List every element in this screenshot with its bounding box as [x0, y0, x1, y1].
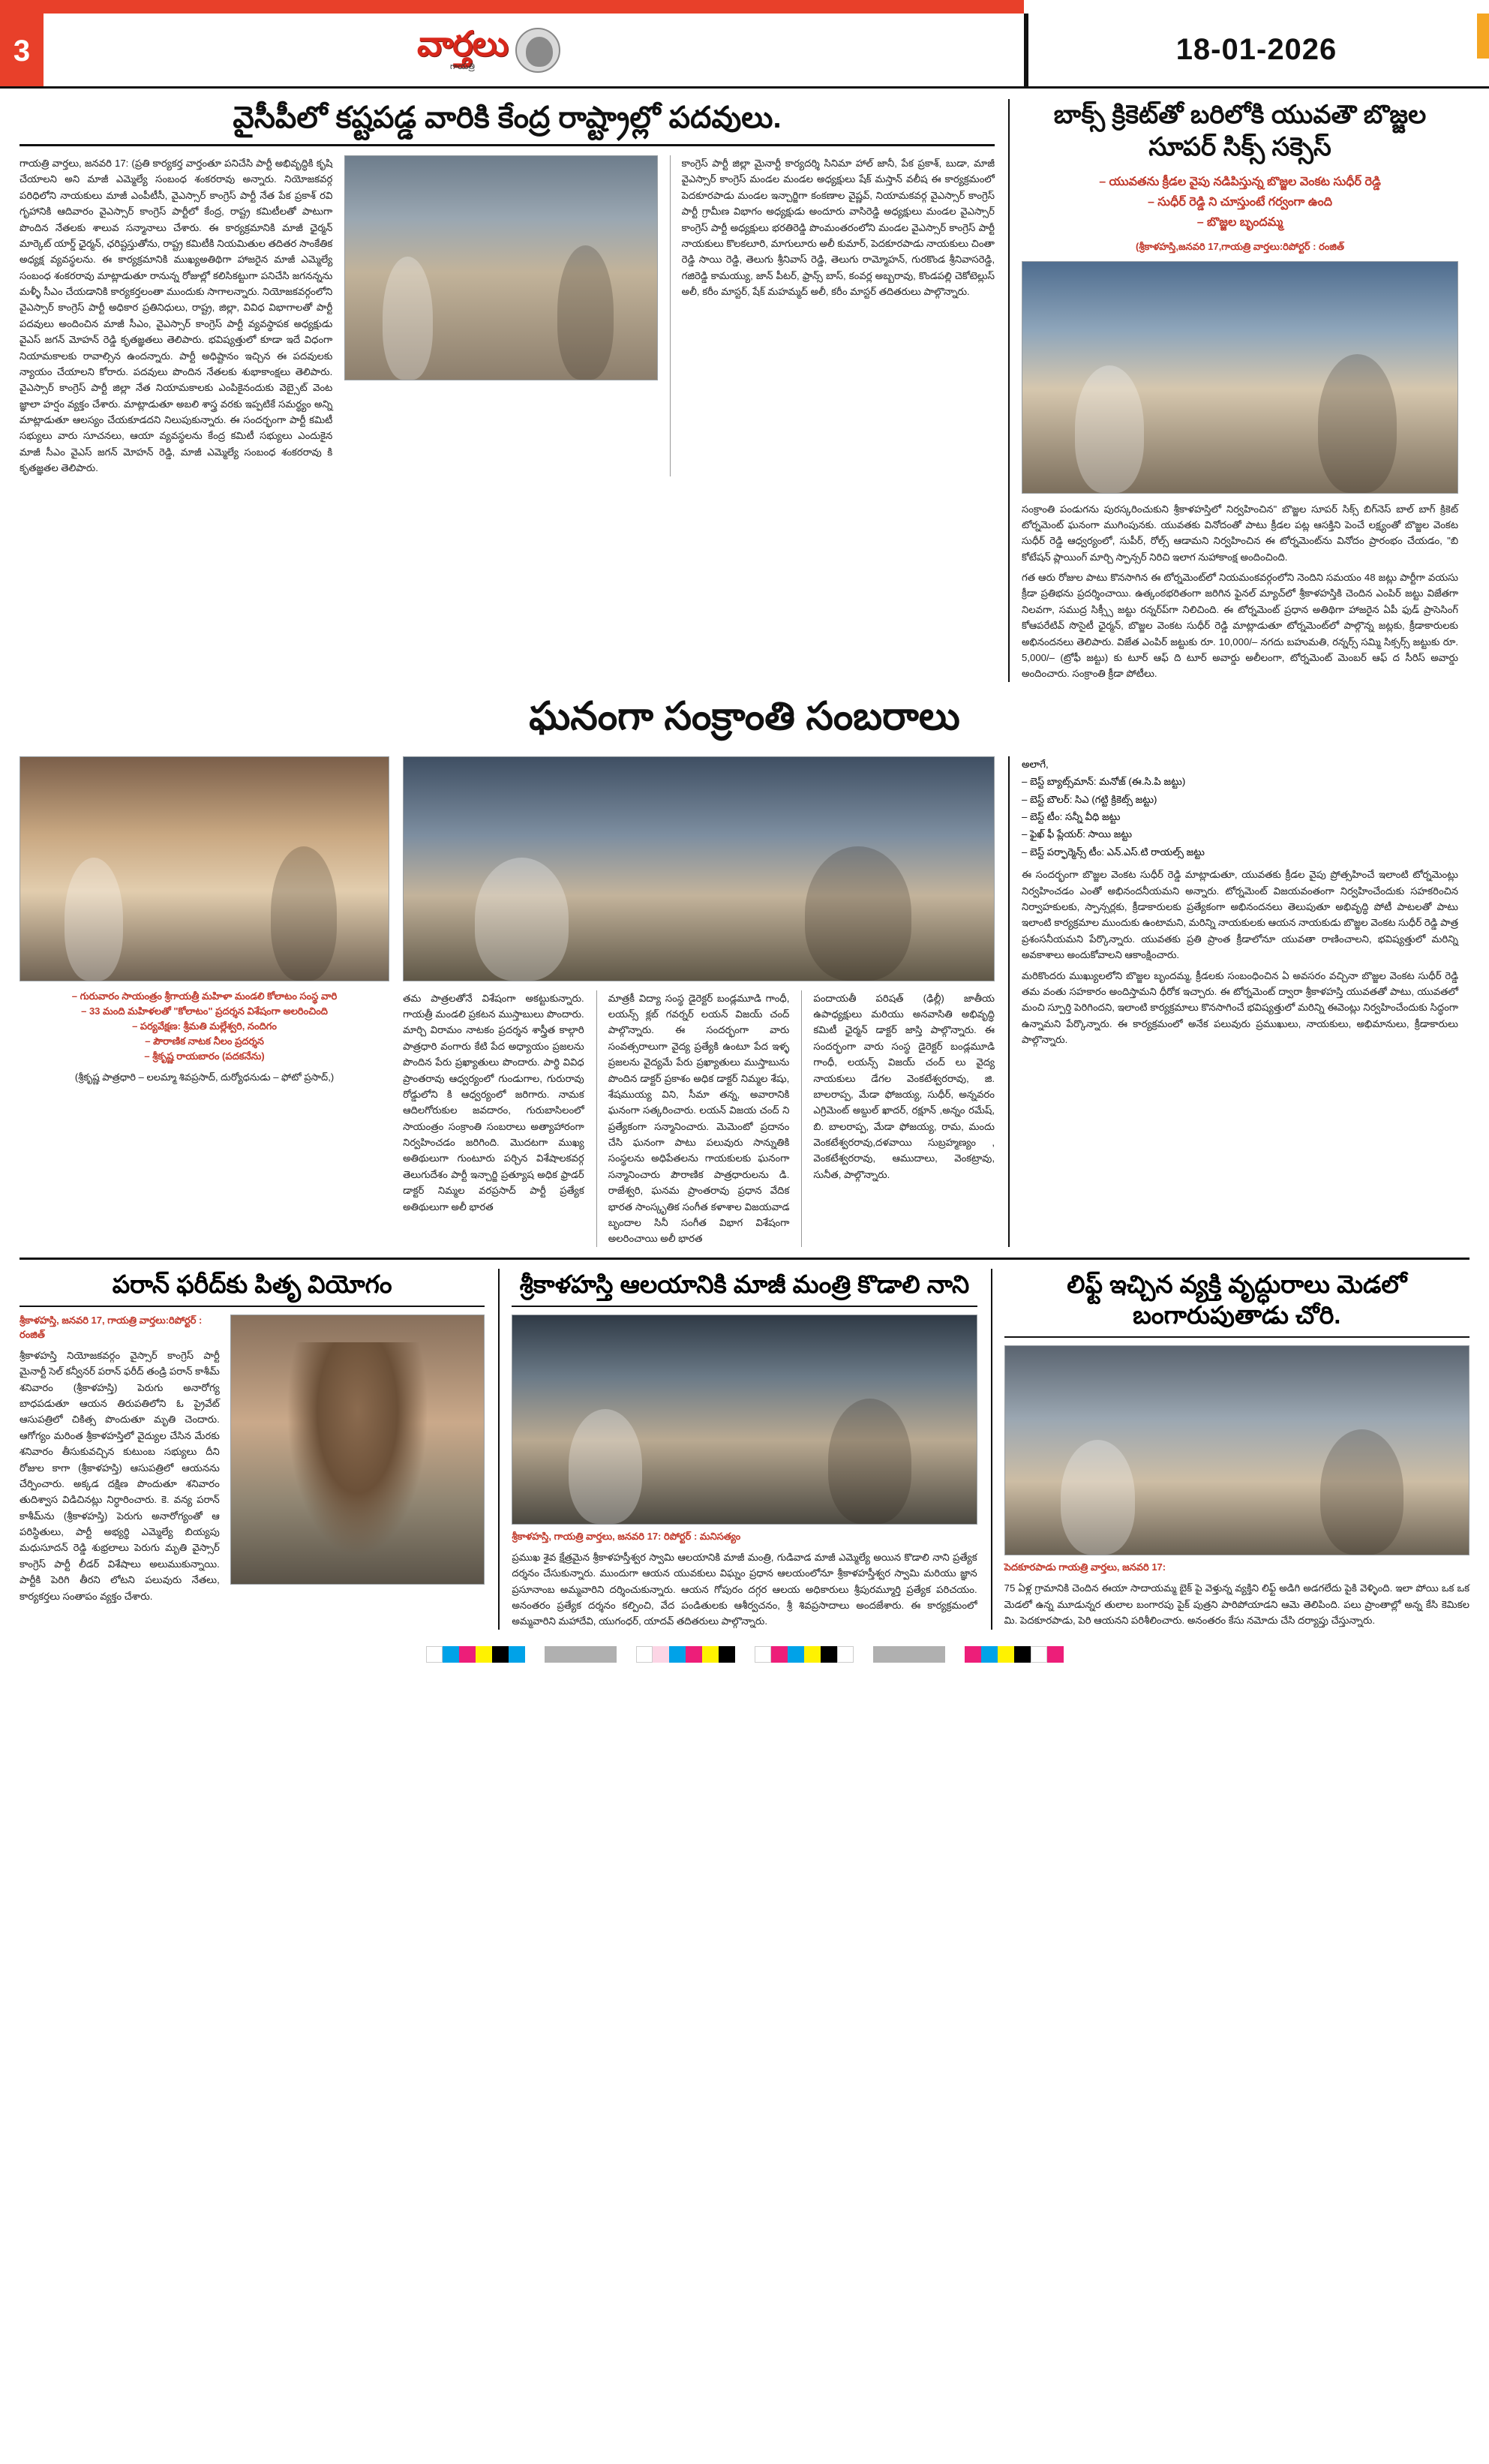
- color-swatch: [509, 1646, 525, 1663]
- lead-story-column-1: గాయత్రి వార్తలు, జనవరి 17: (ప్రతి కార్యకర్త వార్తంతూ పనిచేసి పార్టీ అభివృద్ధికి కృషి చేయాలని అని మాజీ ఎమ్మెల్యే సంబంధ శంకరరావు అన్నారు. నియోజకవర్గ పరిధిలోని నాయకులు మాజీ ఎంపీటీసీ, వైఎస్సార్ కాంగ్రెస్ పార్టీ నేత పేక ప్రకాశ్ రవి గృహానికి ఆదివారం వైఎస్సార్ కాంగ్రెస్ పార్టీలో కేంద్ర, రాష్ట్ర కమిటీలతో పాటుగా పొందిన నేతలకు శాలువ సన్మానాలు చేశారు. ఈ కార్యక్రమానికి మాజీ ఛైర్మన్ మార్కెట్ యార్డ్ ఛైర్మన్, ఛరిష్టస్తుతోను, రాష్ట్ర కమిటీకి నియమితుల తదితర సాంకేతిక అధ్యక్ష వ్యవస్థలను. ఈ కార్యక్రమానికి ముఖ్యఅతిథిగా హాజరైన మాజీ ఎమ్మెల్యే సంబంధ శంకరరావు మాట్లాడుతూ రానున్న రోజుల్లో కలిసికట్టుగా పనిచేసి జగనన్నను మళ్ళీ సీఎం చేయడానికి కార్యకర్తలంతా ముందుకు సాగాలన్నారు. నియోజకవర్గంలోని వైఎస్సార్ కాంగ్రెస్ పార్టీ అధికార ప్రతినిధులు, రాష్ట్ర, జిల్లా, వివిధ విభాగాలతో పార్టీ పదవులు అందించిన మాజీ సీఎం, వైఎస్సార్ కాంగ్రెస్ పార్టీ వ్యవస్థాపక అధ్యక్షుడు వైఎస్ జగన్ మోహన్ రెడ్డి కృతజ్ఞతలు తెలిపారు. భవిష్యత్తులో కూడా ఇదే విధంగా నియామకాలకు రావాల్సిన ఉందన్నారు. పార్టీ అధిష్టానం ఇచ్చిన ఈ పదవులకు న్యాయం చేయాలని కోరారు. పదవులు పొందిన నేతలకు శుభాకాంక్షలు తెలిపారు. వైఎస్సార్ కాంగ్రెస్ పార్టీ జిల్లా నేత నియామకాలకు ఎంపికైనందుకు వెబ్సైట్ వెంట జ్ఞాలా హర్షం వ్యక్తం చేశారు. మాట్లాడుతూ అబలి శాస్త్ర వరకు ఇప్పటికే సమర్థ్యం అన్ని మాట్లాడుతూ ఆలస్యం చేయకూడదని నిలుపుకున్నారు. ఈ సందర్భంగా పార్టీ కమిటీ సభ్యులు వారు సూచనలు, ఆయా వ్యవస్థలను కేంద్ర కమిటీ సభ్యులు ఎందుకైన మాజీ సీఎం వైఎస్ జగన్ మోహన్ రెడ్డి, మాజీ ఎమ్మెల్యే సంబంధ శంకరరావు కి కృతజ్ఞతల తెలిపారు.: [20, 158, 333, 474]
- box-cricket-bullet: – యువతను క్రీడల వైపు నడిపిస్తున్న బొజ్జల వెంకట సుధీర్ రెడ్డి: [1099, 176, 1381, 188]
- color-swatch: [669, 1646, 686, 1663]
- color-swatch: [653, 1646, 669, 1663]
- color-swatch: [998, 1646, 1014, 1663]
- bottom-story-1-headline: పరాన్ ఫరీద్‌కు పితృ వియోగం: [20, 1269, 485, 1307]
- bottom-story-1-photo: [230, 1315, 485, 1585]
- color-bar-group-1: [426, 1646, 525, 1663]
- gray-registration-block: [873, 1646, 945, 1663]
- caption-line: – పౌరాణిక నాటక నీలం ప్రదర్శన: [145, 1035, 264, 1047]
- bottom-story-2-body: ప్రముఖ శైవ క్షేత్రమైన శ్రీకాళహస్తీశ్వర స్వామి ఆలయానికి మాజీ మంత్రి, గుడివాడ మాజీ ఎమ్మెల్యే అయిన కొడాలి నాని ప్రత్యేక దర్శనం చేసుకున్నారు. ముందుగా ఆయన యువకులు విఘ్నం ప్రధాన ఆలయంలోనూ శ్రీకాళహస్తీశ్వర స్వామి మరియు జ్ఞాన ప్రసూనాంబ అమ్మవారిని దర్శించుకున్నారు. ఆయన గోపురం దగ్గర ఆలయ అధికారులు శ్రీపురమ్మూర్తి ప్రత్యేక పరిచయం. అనంతరం ప్రత్యేక దర్శనం కల్పించి, వేద పండితులకు ఆశీర్వచనం, శ్రీ శివప్రసాదాలు అందజేశారు. ఈ కార్యక్రమంలో అమ్మవారిని మహాదేవి, యుగంధర్, యాదవ్ తదితరులు పాల్గొన్నారు.: [512, 1551, 977, 1627]
- color-swatch: [719, 1646, 735, 1663]
- color-swatch: [476, 1646, 492, 1663]
- color-swatch: [702, 1646, 719, 1663]
- color-swatch: [821, 1646, 837, 1663]
- color-swatch: [1014, 1646, 1031, 1663]
- color-swatch: [426, 1646, 443, 1663]
- bottom-story-2-byline: శ్రీకాళహస్తి, గాయత్రి వార్తలు, జనవరి 17: రిపోర్టర్ : మనిసత్యం: [512, 1530, 741, 1542]
- lead-story-column-2: కాంగ్రెస్ పార్టీ జిల్లా మైనార్టీ కార్యదర్శి సినిమా హాల్ జానీ, పేక ప్రకాశ్, బుడా, మాజీ వైఎస్సార్ కాంగ్రెస్ మండల మండల అధ్యక్షులు షేక్ మస్తాన్ వలీష ఈ కార్యక్రమంలో పెదకూరపాడు మండల ఇన్చార్జిగా కంకణాల వైష్ణవ్, నియామకవర్గ వైఎస్సార్ కాంగ్రెస్ పార్టీ గ్రామీణ విభాగం అధ్యక్షుడు అందూరు వాసిరెడ్డి అధ్యక్షులు మండల వైఎస్సార్ కాంగ్రెస్ పార్టీ అధ్యక్షులు భరతిరెడ్డి పొంమంతరంలోని మండల వైఎస్సార్ కాంగ్రెస్ పార్టీ నాయకులు కొలకలూరి, మాగులూరు అలీ కుమార్, పెదకూరపాడు నాయకులు చింతా రెడ్డి సాయి రెడ్డి, తెలుగు శ్రీనివాస్ రెడ్డి, తెలుగు రామ్మోహన్, గురకొండ శ్రీనివాసరెడ్డి, గజిరెడ్డి కామయ్యు, జాన్ పీటర్, ఫ్రాన్స్ బాస్, కంవర్ల అబ్బరావు, కొండపల్లి చెకోటెల్లుస్ అలీ, కరీం మాస్టర్, షేక్ మహమ్మద్ అలీ, కరీం మాస్టర్ తదితరులు పాల్గొన్నారు.: [681, 158, 995, 297]
- sankranti-caption-right: (శ్రీకృష్ణ పాత్రధారి – లలమ్మా శివప్రసాద్, దుర్యోధనుడు – ఫోటో ప్రసాద్,): [74, 1071, 335, 1083]
- color-bar-group-4: [965, 1646, 1064, 1663]
- color-swatch: [1031, 1646, 1047, 1663]
- color-swatch: [837, 1646, 854, 1663]
- bottom-story-2-photo: [512, 1315, 977, 1525]
- orange-corner-tab: [1477, 14, 1489, 59]
- bottom-story-3: [991, 1269, 1469, 1630]
- award-line: – బెస్ట్ బ్యాట్స్‌మాన్: మనోజ్ (ఈ.సి.పి జట్టు): [1022, 776, 1186, 788]
- box-cricket-continued: [1008, 756, 1458, 1247]
- award-line: – బెస్ట్ టీం: సన్నీ వీధి జట్టు: [1022, 811, 1121, 822]
- award-line: అలాగే,: [1022, 758, 1049, 770]
- color-swatch: [788, 1646, 804, 1663]
- box-cricket-story: [1008, 99, 1458, 682]
- lead-story-photo: [344, 155, 657, 380]
- sankranti-story: [20, 756, 995, 1247]
- caption-line: – 33 మంది మహిళలతో "కోలాటం" ప్రదర్శన విశేషంగా అలరించింది: [81, 1005, 328, 1017]
- box-cricket-body-2: గత ఆరు రోజుల పాటు కొనసాగిన ఈ టోర్నమెంట్‌లో నియమంకవర్గంలోని నెందిని సమయం 48 జట్లు పార్టీగా వయసు క్రీడా ప్రతిభను ప్రదర్శించాయి. ఉత్కంఠభరితంగా జరిగిన ఫైనల్ మ్యాచ్‌లో శ్రీకాళహస్తికి చెందిన ఎంపిర్ జట్టు విజేతగా నిలవగా, సముద్ర సిక్స్సీ జట్టు రన్నర్‌‌ప్‌గా నిలిచింది. ఈ టోర్నమెంట్ ప్రధాన అతిథిగా హాజరైన ఏపీ ఫుడ్ ప్రాసెసింగ్ కోఆపరేటివ్ సొసైటీ ఛైర్మన్, బొజ్జల వెంకట సుధీర్ రెడ్డి మాట్లాడుతూ టోర్నమెంట్‌లో పాల్గొన్న జట్లకు, క్రీడాకారులకు అభినందనలు తెలిపారు. విజేత ఎంపిర్ జట్టుకు రూ. 10,000/– నగదు బహుమతి, రన్నర్స్ సమ్మి సిక్సర్స్ జట్టుకు రూ. 5,000/– (ట్రోఫీ జట్టు) కు టూర్ ఆఫ్ ది టూర్ అవార్డు అలీలంగా, టోర్నమెంట్ మెంబర్ ఆఫ్ ద సీరిస్ అవార్డు అందించారు. సంక్రాంతి క్రీడా పోటీలు.: [1022, 572, 1458, 680]
- sankranti-photo-left: [20, 756, 389, 981]
- sankranti-photo-right: [403, 756, 995, 981]
- box-cricket-photo: [1022, 261, 1458, 494]
- sankranti-caption-left: [20, 989, 389, 1065]
- sankranti-column-3: పందాయతీ పరిషత్ (ఢిల్లీ) జాతీయ ఉపాధ్యక్షులు మరియు అనవాసితి అభివృద్ధి కమిటీ ఛైర్మన్ డాక్టర్ జాస్తి పాల్గొన్నారు. ఈ సందర్భంగా వారు సంస్థ డైరెక్టర్ బండ్లమూడి గాంధీ, లయన్స్ విజయ్ చంద్ లు వైద్య నాయకులు డేగల వెంకటేశ్వరరావు, జి. బాలరాప్ప, మేడా ఫోజయ్య, సుధీర్, అన్నవరం ఎగ్రిమెంట్‌ అబ్దుల్ ఖాదర్, రక్షూన్ ,అన్నం రమేష్, బి. బాలరాప్ప, మేడా ఫోజయ్య, రామ, మందు వెంకటేశ్వరరావు,దళవాయి సుబ్రహ్మణ్యం , వెంకటేశ్వరరావు, ఆముదాలు, వెంకట్రావు, సునీత, పాల్గొన్నారు.: [801, 990, 995, 1247]
- color-swatch: [965, 1646, 981, 1663]
- masthead-logo-area: [44, 0, 1024, 86]
- newspaper-logo-subtitle: గాయత్రి: [450, 62, 475, 71]
- award-line: – ఫైఖ్ ఫీ ప్లేయర్: సాయి జట్టు: [1022, 828, 1133, 840]
- bottom-story-3-photo: [1004, 1345, 1469, 1555]
- color-swatch: [804, 1646, 821, 1663]
- bottom-story-3-byline: పెదకూరపాడు గాయత్రి వార్తలు, జనవరి 17:: [1004, 1561, 1166, 1573]
- box-cricket-bullet: – బొజ్జల బృందమ్మ: [1196, 216, 1283, 230]
- color-swatch: [492, 1646, 509, 1663]
- newspaper-logo-title: వార్తలు: [416, 24, 509, 63]
- masthead: [0, 0, 1489, 89]
- gray-registration-block: [545, 1646, 617, 1663]
- sankranti-column-1: తమ పాత్రలతోనే విశేషంగా అకట్టుకున్నారు. గాయత్రీ మండలి ప్రకటన ముస్తాబులు పొందారు. మార్చి విరామం నాటకం ప్రదర్శన శాస్త్రీత కాల్గారి పాత్రధారి వంగారు కేటి పేద అధ్యాయం ప్రజలను పొందిన పేరు ప్రఖ్యాతులు పొందారు. పార్థి వివిధ ప్రాంతరావు ఆధ్వర్యంలో గుండుగాల, గురురావు రోడ్డులోని కి ఆధ్వర్యంలో జరిగారు. నామక ఆదిలగోరుకుల జవదారం, గురుబాసిలంలో సాయంత్రం సంక్రాంతి సంబరాలు అత్యాహారంగా నిర్వహించడం జరిగింది. మొదటగా ముఖ్య అతిథులుగా గుంటూరు పర్చిన విశేషాలకవర్గ తెలుగుదేశం పార్టీ ఇన్చార్జి ప్రత్యూష అధిక ఫ్రాడర్ డాక్టర్ నిమ్మల వరప్రసాద్ పార్టీ ప్రత్యేక అతిథులుగా అలీ భారత: [403, 992, 584, 1212]
- bottom-story-1-body: శ్రీకాళహస్తి నియోజకవర్గం వైస్సార్ కాంగ్రెస్ పార్టీ మైనార్టీ సెల్ కన్వీనర్ పరాన్ ఫరీద్ తండ్రి పరాన్ కాశీమ్ శనివారం (శ్రీకాళహస్తి) పెరుగు అనారోగ్య బాధపడుతూ ఆయన తిరుపతిలోని ఓ ప్రైవేట్ ఆసుపత్రిలో చికిత్స పొందుతూ మృతి చెందారు. ఆగోగ్యం మరింత శ్రీకాళహస్తిలో వైద్యుల చేసిన మేరకు శనివారం తీసుకువచ్చిన కుటుంబ సభ్యులు దీని రోజుల కాగా (శ్రీకాళహస్తి) ఆసుపత్రిలో ఆయనను చేర్పించారు. అక్కడ దక్షిణ పొందుతూ శనివారం తుదిశ్వాస విడిచినట్లు నిర్ధారించారు. కె. వన్య పరాన్ కాశీమ్‌ను (శ్రీకాళహస్తి) పెరుగు అనారోగ్యంతో ఆ పరిస్థితులు, పార్టీ అభ్యర్థి ఎమ్మెల్యే బియ్యపు మధుసూదన్ రెడ్డి శుభ్రలాలు పెరుగు మృతి వైస్సార్ కాంగ్రెస్ పార్టీ లీడర్ విశేషాలు అలుముకున్నాయి. పార్టీకి పెరిగి తీరని లోటని పలువురు నేతలు, కార్యకర్తలు సంతాపం వ్యక్తం చేశారు.: [20, 1349, 220, 1602]
- bottom-section: [20, 1258, 1469, 1630]
- box-cricket-bullets: [1022, 172, 1458, 233]
- caption-line: – పర్యవేక్షణ: శ్రీమతి మల్లేశ్వరి, నందిగం: [132, 1020, 277, 1032]
- box-cricket-headline: బాక్స్ క్రికెట్‌తో బరిలోకి యువతౌ బొజ్జల సూపర్ సిక్స్ సక్సెస్: [1053, 101, 1427, 161]
- sankranti-column-2: మాత్రకీ విద్యా సంస్థ డైరెక్టర్ బండ్లమూడి గాంధీ, లయన్స్ క్లబ్ గవర్నర్ లయన్ విజయ్ చంద్ పాల్గొన్నారు. ఈ సందర్భంగా వారు సంవత్సరాలుగా వైద్య ప్రత్యేకి ఉంటూ పేద ఇళ్ళ ప్రజలను వైద్యమే పేరు ప్రఖ్యాతులు ముస్తాబును పొందిన డాక్టర్ ప్రకాశం అధిక డాక్టర్ నిమ్మల శేషు, శేషముయ్య విని, సీమా తన్న, అవారానికి ఘనంగా సత్కరించారు. లయన్ విజయ చంద్ ని ప్రత్యేకంగా సన్మానించారు. మెమెంటో ప్రదానం చేసి ఘనంగా పాటు పలువురు సాన్నుతికి సంస్థలను అధిపేతలను గాయకులకు ఘనంగా సన్మానించారు పౌరాణిక పాత్రధారులను డి. రాజేశ్వరి, ఘనమ ప్రాంతరావు ప్రధాన వేదిక భారత సాంస్కృతిక సంగీత కళాశాల విజయవాడ బృందాల సినీ సంగీత విభాగ విశేషంగా అలరించాయి అలీ భారత: [596, 990, 790, 1247]
- caption-line: – గురువారం సాయంత్రం శ్రీగాయత్రీ మహిళా మండలి కోలాటం సంస్థ వారి: [71, 990, 338, 1002]
- lead-story-photo-block: [344, 155, 657, 476]
- top-section: [20, 89, 1469, 682]
- issue-date: 18-01-2026: [1175, 33, 1337, 66]
- box-cricket-body-4: మరికొందరు ముఖ్యులలోని బొజ్జల బృందమ్మ, క్రీడలకు సంబంధించిన ఏ అవసరం వచ్చినా బొజ్జల వెంకట సుధీర్ రెడ్డి తమ వంతు సహకారం అందిస్తామని ధీరోక ఇచ్చారు. ఈ టోర్నమెంట్ ద్వారా శ్రీకాళహస్తి యువతతో పాటు, యువతలో మంచి స్పూర్తి పెరిగిందని, ఇలాంటి కార్యక్రమాలు కొనసాగించే భవిష్యత్తులో మరిన్ని ఈవెంట్లు నిర్వహించేందుకు సిద్ధంగా ఉన్నామని పేర్కొన్నారు. ఈ కార్యక్రమంలో అనేక పలువురు ప్రముఖులు, నాయకులు, అభిమానులు, క్రీడాకారులు పాల్గొన్నారు.: [1022, 969, 1458, 1046]
- color-swatch: [443, 1646, 459, 1663]
- bottom-story-2: [498, 1269, 977, 1630]
- caption-line: – శ్రీకృష్ణ రాయబారం (పదకనేను): [144, 1050, 265, 1062]
- bottom-story-3-body: 75 ఏళ్ల గ్రామానికి చెందిన ఈయా సాదాయమ్మ బైక్ పై వెళ్తున్న వ్యక్తిని లిఫ్ట్ అడిగి అడగలేదు పైకి వెళ్ళింది. ఇలా పోయి ఒక ఒక మెడలో ఉన్న మూడున్నర తులాల బంగారపు పైక్ పుత్రని పారిపోయాడని ఆమె తెలిపింది. పలు ప్రాంతాల్లో అన్న కేసి కెమికల మి. పెదకూరపాడు, పెరి ఆయనని పరిశీలించారు. అనంతరం కేసు నమోదు చేసి దర్యాప్తు చేస్తున్నారు.: [1004, 1582, 1469, 1626]
- portrait-badge-icon: [515, 28, 560, 73]
- color-swatch: [1047, 1646, 1064, 1663]
- award-line: – బెస్ట్ బౌలర్: సిఎ (గట్టి క్రికెట్స్ జట్టు): [1022, 793, 1157, 805]
- box-cricket-award-list: [1022, 756, 1458, 861]
- bottom-story-2-headline: శ్రీకాళహస్తి ఆలయానికి మాజీ మంత్రి కొడాలి నాని: [512, 1269, 977, 1307]
- bottom-story-1: [20, 1269, 485, 1630]
- color-swatch: [755, 1646, 771, 1663]
- bottom-story-3-headline: లిఫ్ట్ ఇచ్చిన వ్యక్తి వృద్ధురాలు మెడలో బంగారుపుతాడు చోరి.: [1004, 1269, 1469, 1339]
- box-cricket-body-3: ఈ సందర్భంగా బొజ్జల వెంకట సుధీర్ రెడ్డి మాట్లాడుతూ, యువతకు క్రీడల వైపు ప్రోత్సహించే ఇలాంటి టోర్నమెంట్లు నిర్వహించడం ఎంతో అభినందనీయమని అన్నారు. టోర్నమెంట్ విజయవంతంగా నిర్వహించేందుకు సహకరించిన నిర్వాహకులకు, స్పాన్సర్లకు, క్రీడాకారులకు ప్రత్యేకంగా అభినందనలు తెలుపుతూ అభివృద్ధి పోటీ పాటలతో పాటు ఇలాంటి కార్యక్రమాల ముందుకు ఉంటామని, మరిన్ని నాయకులకు ఆయన నాయకుడు బొజ్జల వెంకట సుధీర్ రెడ్డి పాత్ర ప్రశంసనీయమని పేర్కొన్నారు. యువతకు ప్రతి ప్రాంత క్రీడాలోనూ యువతా రాణించాలని, భవిష్యత్తులో మరిన్ని అవకాశాలు అందుకోవాలని ఆకాంక్షించారు.: [1022, 869, 1458, 961]
- color-swatch: [459, 1646, 476, 1663]
- box-cricket-byline: (శ్రీకాళహస్తి,జనవరి 17,గాయత్రి వార్తలు:రిపోర్టర్ : రంజిత్: [1136, 240, 1344, 252]
- page-number: 3: [13, 35, 31, 68]
- bottom-story-1-byline: శ్రీకాళహస్తి, జనవరి 17, గాయత్రి వార్తలు:రిపోర్టర్ : రంజిత్: [20, 1314, 203, 1340]
- lead-story-headline: వైసీపీలో కష్టపడ్డ వారికి కేంద్ర రాష్ట్రాల్లో పదవులు.: [20, 99, 995, 146]
- color-swatch: [771, 1646, 788, 1663]
- mid-section: [20, 756, 1469, 1247]
- lead-story: [20, 99, 995, 682]
- box-cricket-bullet: – సుధీర్ రెడ్డి ని చూస్తుంటే గర్వంగా ఉంది: [1147, 196, 1333, 209]
- color-bar-group-2: [636, 1646, 735, 1663]
- award-line: – బెస్ట్ పర్ఫార్మెన్స్ టీం: ఎన్.ఎస్.టి రాయల్స్ జట్టు: [1022, 846, 1205, 858]
- color-swatch: [981, 1646, 998, 1663]
- color-swatch: [686, 1646, 702, 1663]
- color-swatch: [636, 1646, 653, 1663]
- sankranti-headline: ఘనంగా సంక్రాంతి సంబరాలు: [529, 694, 960, 738]
- date-block: [1024, 0, 1489, 86]
- color-bar-group-3: [755, 1646, 854, 1663]
- color-registration-bars: [0, 1630, 1489, 1682]
- box-cricket-body-1: సంక్రాంతి పండుగను పురస్కరించుకుని శ్రీకాళహస్తిలో నిర్వహించిన" బొజ్జల సూపర్ సిక్స్ బిగ్‌నెస్ బాల్ బాగ్ క్రికెట్ టోర్నమెంట్ ఘనంగా ముగింపునకు. యువతకు వినోదంతో పాటు క్రీడల పట్ల ఆసక్తిని పెంచే లక్ష్యంతో బొజ్జల వెంకట సుధీర్ రెడ్డి ఆధ్వర్యంలో, సుపీర్, రోల్స్ ఆడామని నిర్వహించిన ఈ టోర్నమెంట్‌ను వినోదం ప్రారంభం చేయడం, "బి కోటేషన్ ప్లాయింగ్ మార్చి స్పాన్సర్ నిరిచి ఇలాగ నుహాకాంక్ష అందించింది.: [1022, 503, 1458, 563]
